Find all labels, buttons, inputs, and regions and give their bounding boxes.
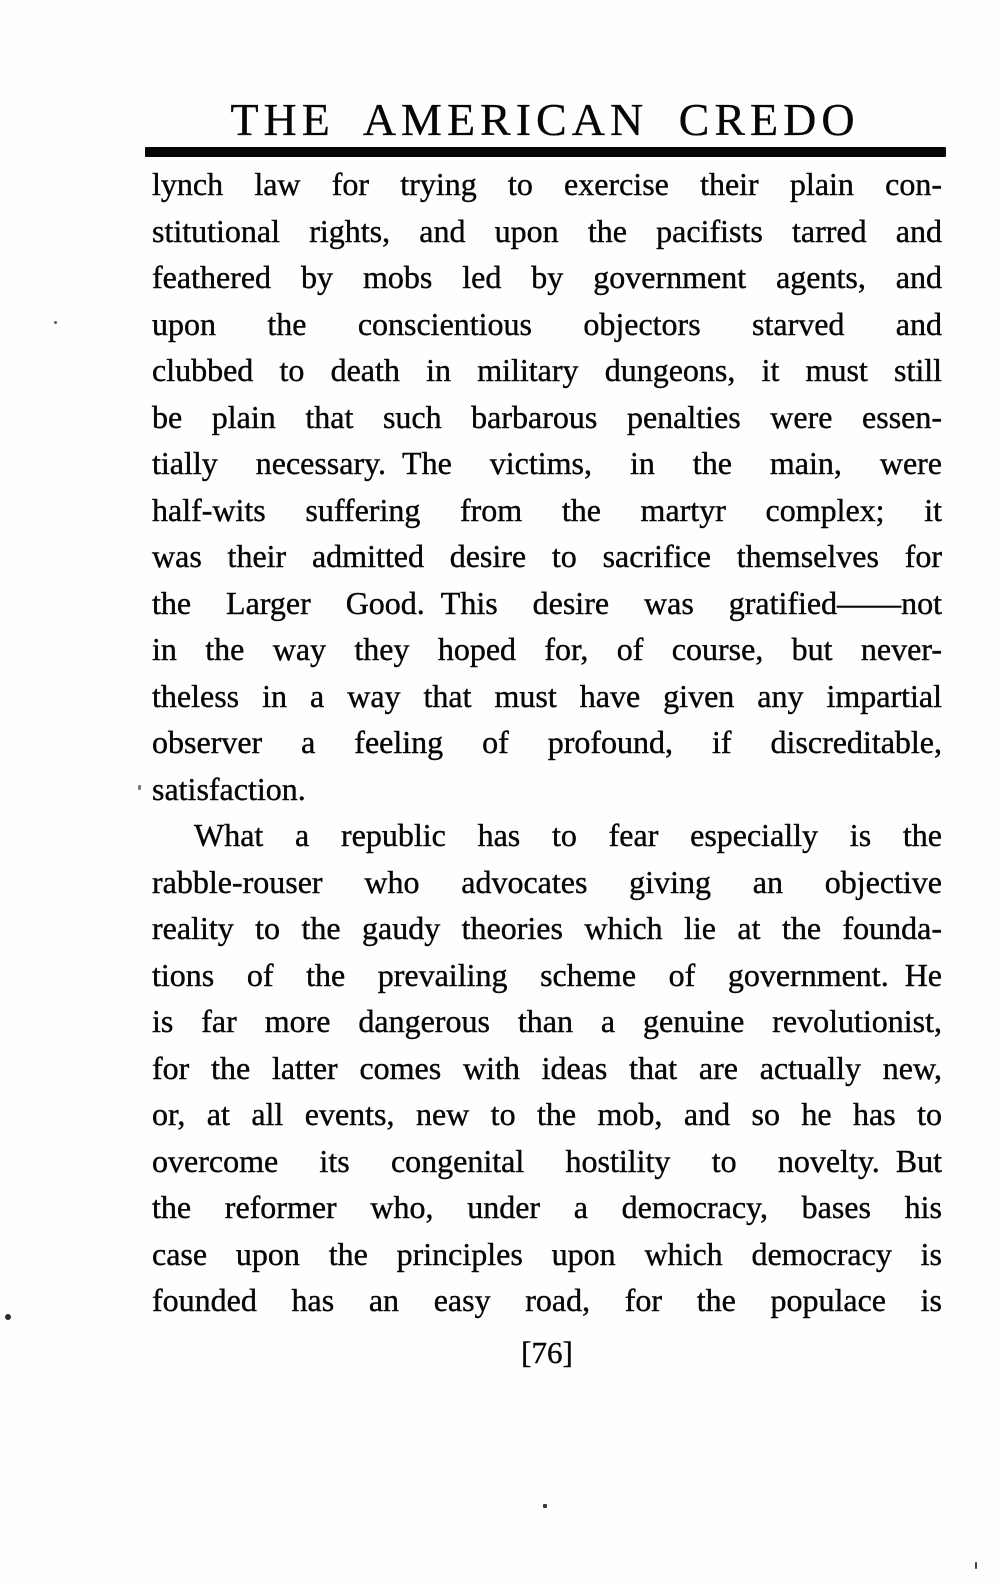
text-line: half-wits suffering from the martyr complex; it xyxy=(152,491,942,528)
text-line: reality to the gaudy theories which lie at the founda- xyxy=(152,910,942,946)
text-line: observer a feeling of profound, if discreditable, xyxy=(152,724,942,760)
text-line: in the way they hoped for, of course, but never- xyxy=(152,631,942,667)
text-line: the Larger Good. This desire was gratified——not xyxy=(152,584,942,621)
text-line: founded has an easy road, for the populace is xyxy=(152,1282,942,1318)
running-head-title: THE AMERICAN CREDO xyxy=(230,94,860,145)
scan-speck xyxy=(138,785,141,790)
header-rule xyxy=(145,147,946,157)
text-line: theless in a way that must have given any impartial xyxy=(152,677,942,714)
text-block xyxy=(152,161,942,1376)
text-line: tially necessary. The victims, in the main, were xyxy=(152,445,942,481)
paragraph-1 xyxy=(152,161,942,812)
scan-speck xyxy=(54,321,57,324)
text-line: be plain that such barbarous penalties were essen- xyxy=(152,398,942,435)
text-line: case upon the principles upon which democracy is xyxy=(152,1235,942,1272)
paragraph-2 xyxy=(152,812,942,1324)
text-line: is far more dangerous than a genuine revolutionist, xyxy=(152,1003,942,1039)
text-line: stitutional rights, and upon the pacifists tarred and xyxy=(152,212,942,249)
text-line: the reformer who, under a democracy, bases his xyxy=(152,1189,942,1225)
text-line: was their admitted desire to sacrifice themselves for xyxy=(152,538,942,574)
text-line: satisfaction. xyxy=(152,770,306,807)
text-line: overcome its congenital hostility to novelty. But xyxy=(152,1142,942,1179)
text-line: rabble-rouser who advocates giving an objective xyxy=(152,863,942,900)
text-line: tions of the prevailing scheme of government. He xyxy=(152,956,942,993)
scan-speck xyxy=(543,1504,547,1508)
page-number: [76] xyxy=(521,1334,573,1370)
text-line: What a republic has to fear especially is the xyxy=(194,817,942,853)
text-line: feathered by mobs led by government agents, and xyxy=(152,259,942,295)
text-line: or, at all events, new to the mob, and so he has to xyxy=(152,1096,942,1132)
text-line: lynch law for trying to exercise their plain con- xyxy=(152,166,942,202)
scan-speck xyxy=(975,1562,977,1569)
scan-speck xyxy=(5,1314,11,1320)
text-line: for the latter comes with ideas that are actually new, xyxy=(152,1049,942,1086)
text-line: upon the conscientious objectors starved and xyxy=(152,305,942,342)
text-line: clubbed to death in military dungeons, it must still xyxy=(152,352,942,388)
